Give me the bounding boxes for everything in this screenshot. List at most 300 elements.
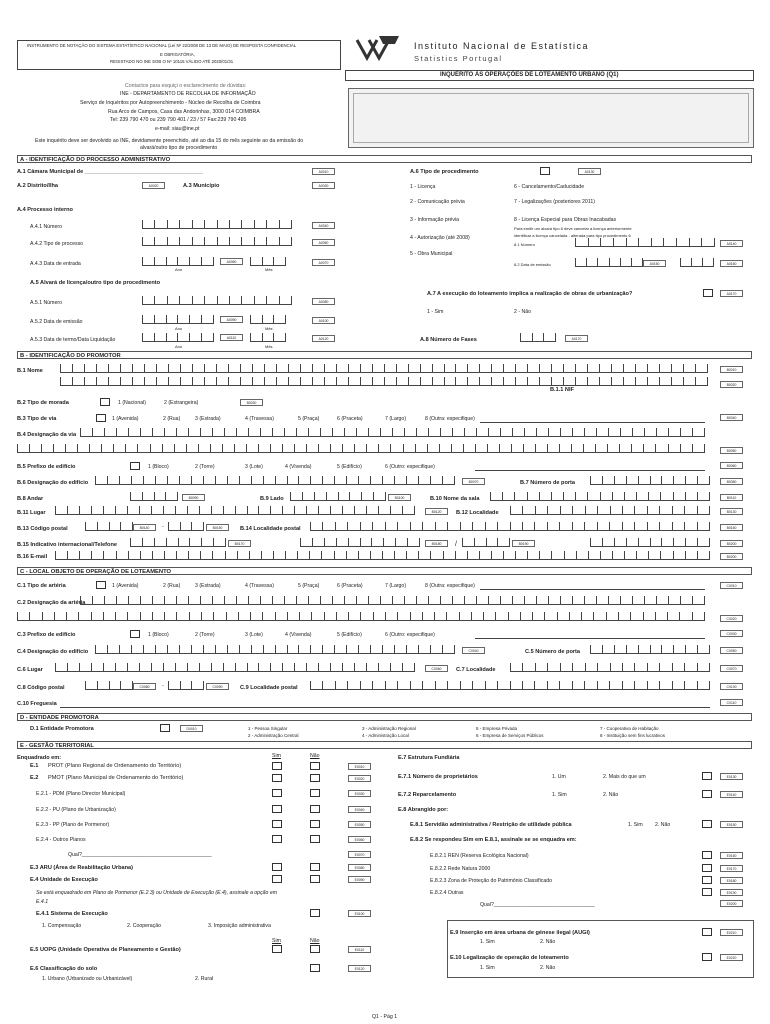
e21-sim-box[interactable]: [272, 789, 282, 797]
e6-opt-2: 2. Rural: [195, 976, 214, 982]
code-e0110: E0110: [348, 946, 371, 953]
e3-label: E.3 ARU (Área de Reabilitação Urbana): [30, 865, 133, 871]
code-a0050: A0050: [312, 239, 335, 246]
b1-input-row1[interactable]: [60, 364, 708, 373]
code-a0030: A0030: [312, 182, 335, 189]
b6-label: B.6 Designação do edifício: [17, 480, 89, 486]
code-e0080: E0080: [348, 864, 371, 871]
code-e0140: E0140: [720, 791, 743, 798]
b7-label: B.7 Número de porta: [520, 480, 576, 486]
e23-label: E.2.3 - PP (Plano de Pormenor): [36, 822, 110, 828]
b3-opt-3: 3 (Estrada): [195, 416, 221, 422]
ine-logo: [355, 32, 405, 62]
e6-label: E.6 Classificação do solo: [30, 966, 98, 972]
institute-name-en: Statistics Portugal: [414, 54, 503, 63]
c1-opt-4: 4 (Travessa): [245, 583, 274, 589]
code-e0130: E0130: [720, 773, 743, 780]
mes-label: Mês: [265, 267, 273, 272]
code-b0210: B0200: [720, 553, 743, 560]
code-d0010: D0010: [180, 725, 203, 732]
e81-box[interactable]: [702, 820, 712, 828]
b12-input[interactable]: [510, 506, 710, 515]
a7-label: A.7 A execução do loteamento implica a realização de obras de urbanização?: [427, 291, 633, 297]
code-c0060: C0060: [425, 665, 448, 672]
e2-num: E.2: [30, 775, 39, 781]
e72-opt-2: 2. Não: [603, 792, 619, 798]
b16-label: B.16 E-mail: [17, 554, 48, 560]
c3-label: C.3 Prefixo de edifício: [17, 632, 76, 638]
d1-opt-6: 6 - Empresa de Serviços Públicos: [476, 733, 544, 738]
b5-opt-1: 1 (Bloco): [148, 464, 169, 470]
e21-label: E.2.1 - PDM (Plano Director Municipal): [36, 791, 126, 797]
code-a0110: A0110: [220, 334, 243, 341]
e24-label: E.2.4 - Outros Planos: [36, 837, 86, 843]
c6-label: C.6 Lugar: [17, 667, 43, 673]
b2-label: B.2 Tipo de morada: [17, 400, 69, 406]
b3-opt-4: 4 (Travessa): [245, 416, 274, 422]
e24-nao-box[interactable]: [310, 835, 320, 843]
e823-label: E.8.2.3 Zona de Proteção do Património Classificado: [430, 878, 552, 884]
d1-opt-1: 1 - Pessoa Singular: [248, 726, 288, 731]
c1-opt-2: 2 (Rua): [163, 583, 181, 589]
section-b-title: B - IDENTIFICAÇÃO DO PROMOTOR: [17, 351, 752, 359]
b15-slash: /: [455, 541, 457, 548]
b4-input-row2[interactable]: [17, 444, 705, 453]
a6-opt-6: 6 - Cancelamento/Caducidade: [514, 184, 585, 190]
b15-input-a[interactable]: [130, 538, 226, 547]
c2-input-row2[interactable]: [17, 612, 705, 621]
a42-input[interactable]: [142, 237, 292, 246]
code-e0010: E0010: [348, 763, 371, 770]
code-a0020: A0020: [142, 182, 165, 189]
code-a0130: A0130: [578, 168, 601, 175]
e3-sim-box[interactable]: [272, 863, 282, 871]
a7-sim: 1 - Sim: [427, 309, 444, 315]
code-c0050: C0050: [720, 647, 743, 654]
b3-label: B.3 Tipo de via: [17, 416, 57, 422]
e824-qual[interactable]: Qual?___________________________________: [480, 902, 595, 908]
section-a-title: A - IDENTIFICAÇÃO DO PROCESSO ADMINISTRATIVO: [17, 155, 752, 163]
a41-label: A.4.1 Número: [30, 224, 63, 230]
c2-label: C.2 Designação da artéria: [17, 600, 86, 606]
code-a0150: A0150: [643, 260, 666, 267]
code-e0180: E0180: [720, 877, 743, 884]
d1-opt-7: 7 - Cooperativa de Habitação: [600, 726, 659, 731]
e22-label: E.2.2 - PU (Plano de Urbanização): [36, 807, 116, 813]
e2-sim-box[interactable]: [272, 774, 282, 782]
code-e0120: E0120: [348, 965, 371, 972]
a8-label: A.8 Número de Fases: [420, 337, 477, 343]
e81-opt-2: 2. Não: [655, 822, 671, 828]
code-c0100: C0100: [720, 683, 743, 690]
e4-note-2: E.4.1: [36, 899, 49, 905]
c1-label: C.1 Tipo de artéria: [17, 583, 66, 589]
code-e0150: E0150: [720, 821, 743, 828]
c10-label: C.10 Freguesia: [17, 701, 57, 707]
c6-input[interactable]: [55, 663, 415, 672]
e823-box[interactable]: [702, 876, 712, 884]
b13-input-b[interactable]: [168, 522, 204, 531]
code-b0150: B0150: [206, 524, 229, 531]
e23-sim-box[interactable]: [272, 820, 282, 828]
code-a0090: A0090: [220, 316, 243, 323]
a43-year[interactable]: [142, 257, 214, 266]
ano-label: Ano: [175, 267, 183, 272]
b3-opt-7: 7 (Largo): [385, 416, 407, 422]
notice-line-3: REGISTADO NO INE SOB O Nº 10115 VÁLIDO ATÉ 2020/01/31: [110, 59, 234, 64]
c3-opt-3: 3 (Lote): [245, 632, 263, 638]
e41-opt-3: 3. Imposição administrativa: [208, 923, 271, 929]
code-a0040: A0040: [312, 222, 335, 229]
a6-note-1: Para emitir um alvará tipo 8 deve cancelar a licença anteriormente: [514, 226, 632, 231]
b14-input[interactable]: [310, 522, 710, 531]
form-title: INQUÉRITO ÀS OPERAÇÕES DE LOTEAMENTO URBANO (Q1): [440, 72, 619, 78]
institute-name: Instituto Nacional de Estatística: [414, 41, 590, 51]
a6-label: A.6 Tipo de procedimento: [410, 169, 479, 175]
b13-label: B.13 Código postal: [17, 526, 68, 532]
e5-nao-box[interactable]: [310, 945, 320, 953]
code-b0040: B0040: [720, 414, 743, 421]
e-enquadrado: Enquadrado em:: [17, 755, 62, 761]
c1-opt-6: 6 (Praceta): [337, 583, 363, 589]
c5-input[interactable]: [590, 645, 710, 654]
page-footer: Q1 - Pág 1: [372, 1014, 398, 1020]
e24-sim-box[interactable]: [272, 835, 282, 843]
e5-sim-header: Sim: [272, 938, 281, 944]
a82-year[interactable]: [575, 258, 643, 267]
code-c0090: C0090: [206, 683, 229, 690]
b1-input-row2[interactable]: [60, 377, 708, 386]
b15-label: B.15 Indicativo internacional/Telefone: [17, 542, 117, 548]
c10-input-line[interactable]: [60, 707, 710, 708]
d1-opt-8: 8 - Instituição sem fins lucrativos: [600, 733, 666, 738]
a8-input[interactable]: [520, 333, 556, 342]
c3-opt-2: 2 (Torre): [195, 632, 215, 638]
code-e0190: E0190: [720, 889, 743, 896]
code-c0020: C0020: [720, 615, 743, 622]
code-a0170: A0170: [720, 290, 743, 297]
mes-label-2: Mês: [265, 326, 273, 331]
c1-checkbox[interactable]: [96, 581, 106, 589]
d1-checkbox[interactable]: [160, 724, 170, 732]
code-c0040: C0040: [462, 647, 485, 654]
code-e0040: E0040: [348, 806, 371, 813]
e824-box[interactable]: [702, 888, 712, 896]
e9-opt-2: 2. Não: [540, 939, 556, 945]
e22-sim-box[interactable]: [272, 805, 282, 813]
a81-input[interactable]: [575, 238, 715, 247]
e4-nao-box[interactable]: [310, 875, 320, 883]
e41-label: E.4.1 Sistema de Execução: [36, 911, 108, 917]
code-b0120: B0120: [425, 508, 448, 515]
d1-opt-2: 2 - Administração Central: [248, 733, 299, 738]
a42-label: A.4.2 Tipo de processo: [30, 241, 84, 247]
b5-opt-6: 6 (Outro: especifique): [385, 464, 435, 470]
code-e0030: E0030: [348, 790, 371, 797]
b5-other-line[interactable]: [475, 470, 705, 471]
c8-input-b[interactable]: [168, 681, 204, 690]
code-e0220: E0220: [720, 954, 743, 961]
b16-input[interactable]: [55, 551, 710, 560]
e-nao-header: Não: [310, 753, 320, 759]
e71-opt-2: 2. Mais do que um: [603, 774, 646, 780]
e5-sim-box[interactable]: [272, 945, 282, 953]
a3-label: A.3 Município: [183, 183, 220, 189]
code-b0090: B0090: [182, 494, 205, 501]
e10-opt-2: 2. Não: [540, 965, 556, 971]
c9-label: C.9 Localidade postal: [240, 685, 298, 691]
b3-opt-8: 8 (Outra: especifique): [425, 416, 475, 422]
e72-opt-1: 1. Sim: [552, 792, 567, 798]
a53-year[interactable]: [142, 333, 214, 342]
b3-opt-6: 6 (Praceta): [337, 416, 363, 422]
a43-month[interactable]: [250, 257, 286, 266]
b3-opt-5: 5 (Praça): [298, 416, 320, 422]
c3-opt-1: 1 (Bloco): [148, 632, 169, 638]
e824-label: E.8.2.4 Outras: [430, 890, 464, 896]
e822-label: E.8.2.2 Rede Natura 2000: [430, 866, 491, 872]
code-b0200: B0200: [720, 540, 743, 547]
a7-nao: 2 - Não: [514, 309, 532, 315]
a82-label: 8.2 Data de emissão: [514, 262, 551, 267]
b4-label: B.4 Designação da via: [17, 432, 77, 438]
d1-opt-5: 5 - Empresa Privada: [476, 726, 518, 731]
code-b0010: B0010: [720, 366, 743, 373]
b2-opt-1: 1 (Nacional): [118, 400, 146, 406]
stamp-box[interactable]: [348, 88, 754, 148]
b8-input[interactable]: [130, 492, 178, 501]
a52-label: A.5.2 Data de emissão: [30, 319, 83, 325]
c1-opt-5: 5 (Praça): [298, 583, 320, 589]
b5-opt-4: 4 (Vivenda): [285, 464, 312, 470]
e5-nao-header: Não: [310, 938, 320, 944]
contact-line-3: Serviço de Inquéritos por Autopreenchimento - Núcleo de Recolha de Coimbra: [80, 100, 261, 106]
c4-label: C.4 Designação do edifício: [17, 649, 89, 655]
section-d-title: D - ENTIDADE PROMOTORA: [17, 713, 752, 721]
e41-box[interactable]: [310, 909, 320, 917]
b10-label: B.10 Nome da sala: [430, 496, 480, 502]
a6-opt-7: 7 - Legalizações (posteriores 2011): [514, 199, 595, 205]
b10-input[interactable]: [490, 492, 710, 501]
e82-label: E.8.2 Se respondeu Sim em E.8.1, assinale se se enquadra em:: [410, 837, 577, 843]
c8-label: C.8 Código postal: [17, 685, 65, 691]
e71-box[interactable]: [702, 772, 712, 780]
code-e0050: E0050: [348, 821, 371, 828]
e9-box[interactable]: [702, 928, 712, 936]
e1-nao-box[interactable]: [310, 762, 320, 770]
e21-nao-box[interactable]: [310, 789, 320, 797]
c5-label: C.5 Número de porta: [525, 649, 581, 655]
code-b0160: B0160: [720, 524, 743, 531]
code-b0080: B0080: [720, 478, 743, 485]
a6-opt-1: 1 - Licença: [410, 184, 436, 190]
code-b0180: B0180: [425, 540, 448, 547]
a41-input[interactable]: [142, 220, 292, 229]
c2-input-row1[interactable]: [80, 596, 705, 605]
e41-opt-1: 1. Compensação: [42, 923, 82, 929]
code-e0070: E0070: [348, 851, 371, 858]
code-b0060: B0060: [720, 462, 743, 469]
e8-label: E.8 Abrangido por:: [398, 807, 449, 813]
c7-input[interactable]: [510, 663, 710, 672]
a52-month[interactable]: [250, 315, 286, 324]
e4-note-1: Se está enquadrado em Plano de Pormenor (E.2.3) ou Unidade de Execução (E.4), assinale a opção em: [36, 890, 278, 896]
b3-other-line[interactable]: [480, 422, 705, 423]
code-e0200: E0200: [720, 900, 743, 907]
b3-checkbox[interactable]: [96, 414, 106, 422]
code-a0100: A0100: [312, 317, 335, 324]
b9-label: B.9 Lado: [260, 496, 284, 502]
e72-label: E.7.2 Reparcelamento: [398, 792, 457, 798]
a51-label: A.5.1 Número: [30, 300, 63, 306]
return-note-1: Este inquérito deve ser devolvido ao INE, devidamente preenchido, até ao dia 15 do mês seguinte ao da emissão do: [35, 138, 304, 144]
code-e0090: E0090: [348, 876, 371, 883]
a2-label: A.2 Distrito/Ilha: [17, 183, 59, 189]
b5-checkbox[interactable]: [130, 462, 140, 470]
e5-label: E.5 UOPG (Unidade Operativa de Planeamento e Gestão): [30, 947, 181, 953]
c3-opt-6: 6 (Outro: especifique): [385, 632, 435, 638]
code-a0140: A0140: [720, 240, 743, 247]
code-c0030: C0030: [720, 630, 743, 637]
code-b0110: B0110: [720, 494, 743, 501]
e24-qual[interactable]: Qual?_____________________________________________: [68, 852, 212, 858]
code-b0020: B0020: [720, 381, 743, 388]
c1-other-line[interactable]: [480, 589, 705, 590]
code-c0110: C0110: [720, 699, 743, 706]
ano-label-2: Ano: [175, 326, 183, 331]
b12-label: B.12 Localidade: [456, 510, 499, 516]
code-e0210: E0210: [720, 929, 743, 936]
code-e0060: E0060: [348, 836, 371, 843]
b14-label: B.14 Localidade postal: [240, 526, 301, 532]
c1-opt-7: 7 (Largo): [385, 583, 407, 589]
code-c0080: C0080: [133, 683, 156, 690]
e22-nao-box[interactable]: [310, 805, 320, 813]
e23-nao-box[interactable]: [310, 820, 320, 828]
e821-box[interactable]: [702, 851, 712, 859]
b2-checkbox[interactable]: [100, 398, 110, 406]
e41-opt-2: 2. Cooperação: [127, 923, 162, 929]
code-b0050: B0050: [720, 447, 743, 454]
b13-dash: -: [162, 524, 164, 530]
b13-input-a[interactable]: [85, 522, 133, 531]
c7-label: C.7 Localidade: [456, 667, 496, 673]
a51-input[interactable]: [142, 296, 292, 305]
e71-label: E.7.1 Número de proprietários: [398, 774, 478, 780]
b4-input-row1[interactable]: [80, 428, 705, 437]
a4-label: A.4 Processo interno: [17, 207, 73, 213]
code-a0080: A0080: [312, 298, 335, 305]
a43-label: A.4.3 Data de entrada: [30, 261, 81, 267]
c1-opt-8: 8 (Outra: especifique): [425, 583, 475, 589]
c8-dash: -: [162, 683, 164, 689]
e1-num: E.1: [30, 763, 39, 769]
b11-label: B.1.1 NIF: [550, 387, 574, 393]
b8-label: B.8 Andar: [17, 496, 44, 502]
e6-box[interactable]: [310, 964, 320, 972]
e72-box[interactable]: [702, 790, 712, 798]
b7-input[interactable]: [590, 476, 710, 485]
e4-label: E.4 Unidade de Execução: [30, 877, 98, 883]
e-sim-header: Sim: [272, 753, 281, 759]
b11-lugar-input[interactable]: [55, 506, 415, 515]
e9-opt-1: 1. Sim: [480, 939, 495, 945]
a6-note-2: identificar a licença cancelada - alterada para tipo procedimento 6: [514, 233, 631, 238]
section-c-title: C - LOCAL OBJETO DE OPERAÇÃO DE LOTEAMENTO: [17, 567, 752, 575]
d1-label: D.1 Entidade Promotora: [30, 726, 94, 732]
code-e0020: E0020: [348, 775, 371, 782]
contact-line-4: Rua Arco de Campos, Casa das Andorinhas, 3000 014 COIMBRA: [108, 109, 260, 115]
c3-other-line[interactable]: [475, 638, 705, 639]
e71-opt-1: 1. Um: [552, 774, 566, 780]
b15-input-c[interactable]: [462, 538, 510, 547]
e4-sim-box[interactable]: [272, 875, 282, 883]
a52-year[interactable]: [142, 315, 214, 324]
e81-opt-1: 1. Sim: [628, 822, 643, 828]
contact-line-5: Tel: 239 790 470 ou 239 790 401 / 23 / 57 Fax:239 790 495: [110, 117, 247, 123]
e2-nao-box[interactable]: [310, 774, 320, 782]
notice-line-2: E OBRIGATÓRIA,: [160, 52, 195, 57]
b6-input[interactable]: [95, 476, 455, 485]
a82-month[interactable]: [680, 258, 714, 267]
b15-input-b[interactable]: [300, 538, 420, 547]
e10-opt-1: 1. Sim: [480, 965, 495, 971]
e10-label: E.10 Legalização de operação de loteamento: [450, 955, 569, 961]
a7-checkbox[interactable]: [703, 289, 713, 297]
e9-label: E.9 Inserção em área urbana de génese ilegal (AUGI): [450, 930, 590, 936]
a53-month[interactable]: [250, 333, 286, 342]
e10-box[interactable]: [702, 953, 712, 961]
a5-label: A.5 Alvará de licença/outro tipo de procedimento: [30, 280, 161, 286]
e7-label: E.7 Estrutura Fundiária: [398, 755, 460, 761]
a6-opt-2: 2 - Comunicação prévia: [410, 199, 465, 205]
contact-line-1: Contactos para esquiçi o esclarecimento de dúvidas:: [125, 83, 247, 89]
b3-opt-2: 2 (Rua): [163, 416, 181, 422]
code-b0170: B0170: [228, 540, 251, 547]
a6-opt-3: 3 - Informação prévia: [410, 217, 460, 223]
e6-opt-1: 1. Urbano (Urbanizado ou Urbanizável): [42, 976, 133, 982]
a81-label: 8.1 Número: [514, 242, 535, 247]
section-e-title: E - GESTÃO TERRITORIAL: [17, 741, 752, 749]
code-a0010: A0010: [312, 168, 335, 175]
e1-sim-box[interactable]: [272, 762, 282, 770]
e81-label: E.8.1 Servidão administrativa / Restrição de utilidade pública: [410, 822, 572, 828]
code-a0120: A0120: [312, 335, 335, 342]
code-e0170: E0170: [720, 865, 743, 872]
code-e0160: E0160: [720, 852, 743, 859]
c3-checkbox[interactable]: [130, 630, 140, 638]
c3-opt-5: 5 (Edifício): [337, 632, 362, 638]
b1-label: B.1 Nome: [17, 368, 43, 374]
c4-input[interactable]: [95, 645, 455, 654]
b15-input-d[interactable]: [590, 538, 710, 547]
a6-checkbox[interactable]: [540, 167, 550, 175]
e3-nao-box[interactable]: [310, 863, 320, 871]
c9-input[interactable]: [310, 681, 710, 690]
b3-opt-1: 1 (Avenida): [112, 416, 139, 422]
e821-label: E.8.2.1 REN (Reserva Ecológica Nacional): [430, 853, 529, 859]
code-c0070: C0070: [720, 665, 743, 672]
code-b0130: B0130: [720, 508, 743, 515]
code-a0160: A0160: [720, 260, 743, 267]
c8-input-a[interactable]: [85, 681, 133, 690]
b9-input[interactable]: [290, 492, 386, 501]
e822-box[interactable]: [702, 864, 712, 872]
b2-opt-2: 2 (Estrangeira): [164, 400, 199, 406]
code-a8: A0170: [565, 335, 588, 342]
c1-opt-1: 1 (Avenida): [112, 583, 139, 589]
b5-opt-5: 5 (Edifício): [337, 464, 362, 470]
